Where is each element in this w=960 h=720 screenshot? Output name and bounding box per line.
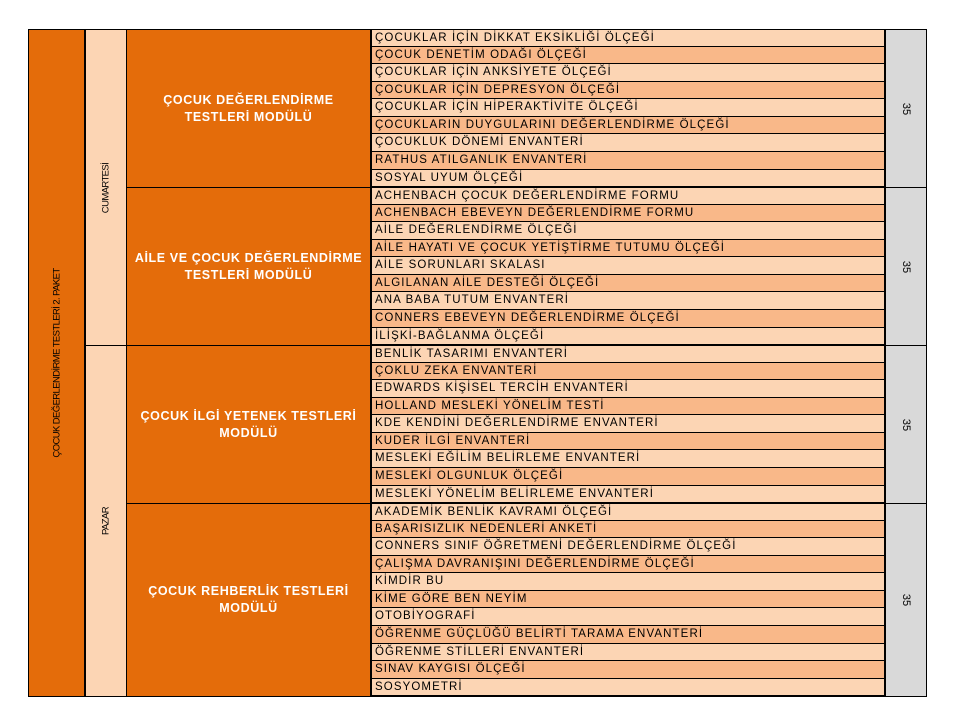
module-title: ÇOCUK İLGİ YETENEK TESTLERİ MODÜLÜ — [140, 408, 357, 440]
test-row: ANA BABA TUTUM ENVANTERİ — [371, 292, 885, 310]
test-row: ÇOCUK DENETİM ODAĞI ÖLÇEĞİ — [371, 47, 885, 65]
test-row: ÇOCUKLARIN DUYGULARINI DEĞERLENDİRME ÖLÇEĞİ — [371, 117, 885, 135]
test-row: SOSYOMETRİ — [371, 679, 885, 697]
test-row: ÇOCUKLAR İÇİN DEPRESYON ÖLÇEĞİ — [371, 82, 885, 100]
score-value: 35 — [900, 260, 912, 273]
day-cell-sunday — [85, 345, 127, 697]
test-row: EDWARDS KİŞİSEL TERCİH ENVANTERİ — [371, 380, 885, 398]
score-value: 35 — [900, 418, 912, 431]
test-row: KDE KENDİNİ DEĞERLENDİRME ENVANTERİ — [371, 415, 885, 433]
score-cell — [885, 29, 927, 188]
day-label-saturday: CUMARTESİ — [100, 162, 112, 213]
test-row: KUDER İLGİ ENVANTERİ — [371, 433, 885, 451]
module-test-list — [371, 345, 885, 503]
module-test-list — [371, 187, 885, 345]
day-cell-saturday — [85, 29, 127, 346]
module-title: AİLE VE ÇOCUK DEĞERLENDİRME TESTLERİ MODÜLÜ — [134, 250, 363, 282]
test-row: KİMDİR BU — [371, 573, 885, 591]
test-row: ÖĞRENME GÜÇLÜĞÜ BELİRTİ TARAMA ENVANTERİ — [371, 626, 885, 644]
test-row: MESLEKİ EĞİLİM BELİRLEME ENVANTERİ — [371, 450, 885, 468]
test-row: ACHENBACH EBEVEYN DEĞERLENDİRME FORMU — [371, 205, 885, 223]
test-row: AİLE DEĞERLENDİRME ÖLÇEĞİ — [371, 222, 885, 240]
test-row: MESLEKİ OLGUNLUK ÖLÇEĞİ — [371, 468, 885, 486]
test-row: AKADEMİK BENLİK KAVRAMI ÖLÇEĞİ — [371, 503, 885, 521]
score-cell — [885, 345, 927, 504]
test-row: ÇOCUKLAR İÇİN HİPERAKTİVİTE ÖLÇEĞİ — [371, 99, 885, 117]
test-row: AİLE SORUNLARI SKALASI — [371, 257, 885, 275]
test-row: ÖĞRENME STİLLERİ ENVANTERİ — [371, 644, 885, 662]
module-cell — [126, 29, 371, 188]
test-row: ÇOCUKLUK DÖNEMİ ENVANTERİ — [371, 134, 885, 152]
test-row: CONNERS EBEVEYN DEĞERLENDİRME ÖLÇEĞİ — [371, 310, 885, 328]
module-cell — [126, 345, 371, 504]
test-row: ACHENBACH ÇOCUK DEĞERLENDİRME FORMU — [371, 187, 885, 205]
test-row: KİME GÖRE BEN NEYİM — [371, 591, 885, 609]
module-test-list — [371, 503, 885, 696]
score-value: 35 — [900, 102, 912, 115]
test-row: ÇOCUKLAR İÇİN DİKKAT EKSİKLİĞİ ÖLÇEĞİ — [371, 29, 885, 47]
test-row: OTOBİYOGRAFİ — [371, 608, 885, 626]
module-cell — [126, 503, 371, 697]
test-row: ÇALIŞMA DAVRANIŞINI DEĞERLENDİRME ÖLÇEĞİ — [371, 556, 885, 574]
test-row: RATHUS ATILGANLIK ENVANTERİ — [371, 152, 885, 170]
module-title: ÇOCUK REHBERLİK TESTLERİ MODÜLÜ — [148, 584, 349, 615]
test-row: BENLİK TASARIMI ENVANTERİ — [371, 345, 885, 363]
test-row: MESLEKİ YÖNELİM BELİRLEME ENVANTERİ — [371, 486, 885, 504]
score-value: 35 — [900, 593, 912, 607]
test-row: AİLE HAYATI VE ÇOCUK YETİŞTİRME TUTUMU ÖLÇEĞİ — [371, 240, 885, 258]
module-cell — [126, 187, 371, 346]
package-label: ÇOCUK DEĞERLENDİRME TESTLERİ 2. PAKET — [51, 268, 62, 458]
score-cell — [885, 187, 927, 346]
test-row: SINAV KAYGISI ÖLÇEĞİ — [371, 661, 885, 679]
test-row: İLİŞKİ-BAĞLANMA ÖLÇEĞİ — [371, 328, 885, 346]
module-title: ÇOCUK DEĞERLENDİRME TESTLERİ MODÜLÜ — [163, 92, 334, 124]
test-row: HOLLAND MESLEKİ YÖNELİM TESTİ — [371, 398, 885, 416]
day-label-sunday: PAZAR — [100, 507, 112, 535]
test-row: ÇOCUKLAR İÇİN ANKSİYETE ÖLÇEĞİ — [371, 64, 885, 82]
test-row: ALGILANAN AİLE DESTEĞİ ÖLÇEĞİ — [371, 275, 885, 293]
module-test-list — [371, 29, 885, 187]
test-row: ÇOKLU ZEKA ENVANTERİ — [371, 363, 885, 381]
test-row: BAŞARISIZLIK NEDENLERİ ANKETİ — [371, 521, 885, 539]
package-cell — [28, 29, 85, 697]
test-row: CONNERS SINIF ÖĞRETMENİ DEĞERLENDİRME ÖLÇEĞİ — [371, 538, 885, 556]
test-row: SOSYAL UYUM ÖLÇEĞİ — [371, 170, 885, 188]
score-cell — [885, 503, 927, 697]
